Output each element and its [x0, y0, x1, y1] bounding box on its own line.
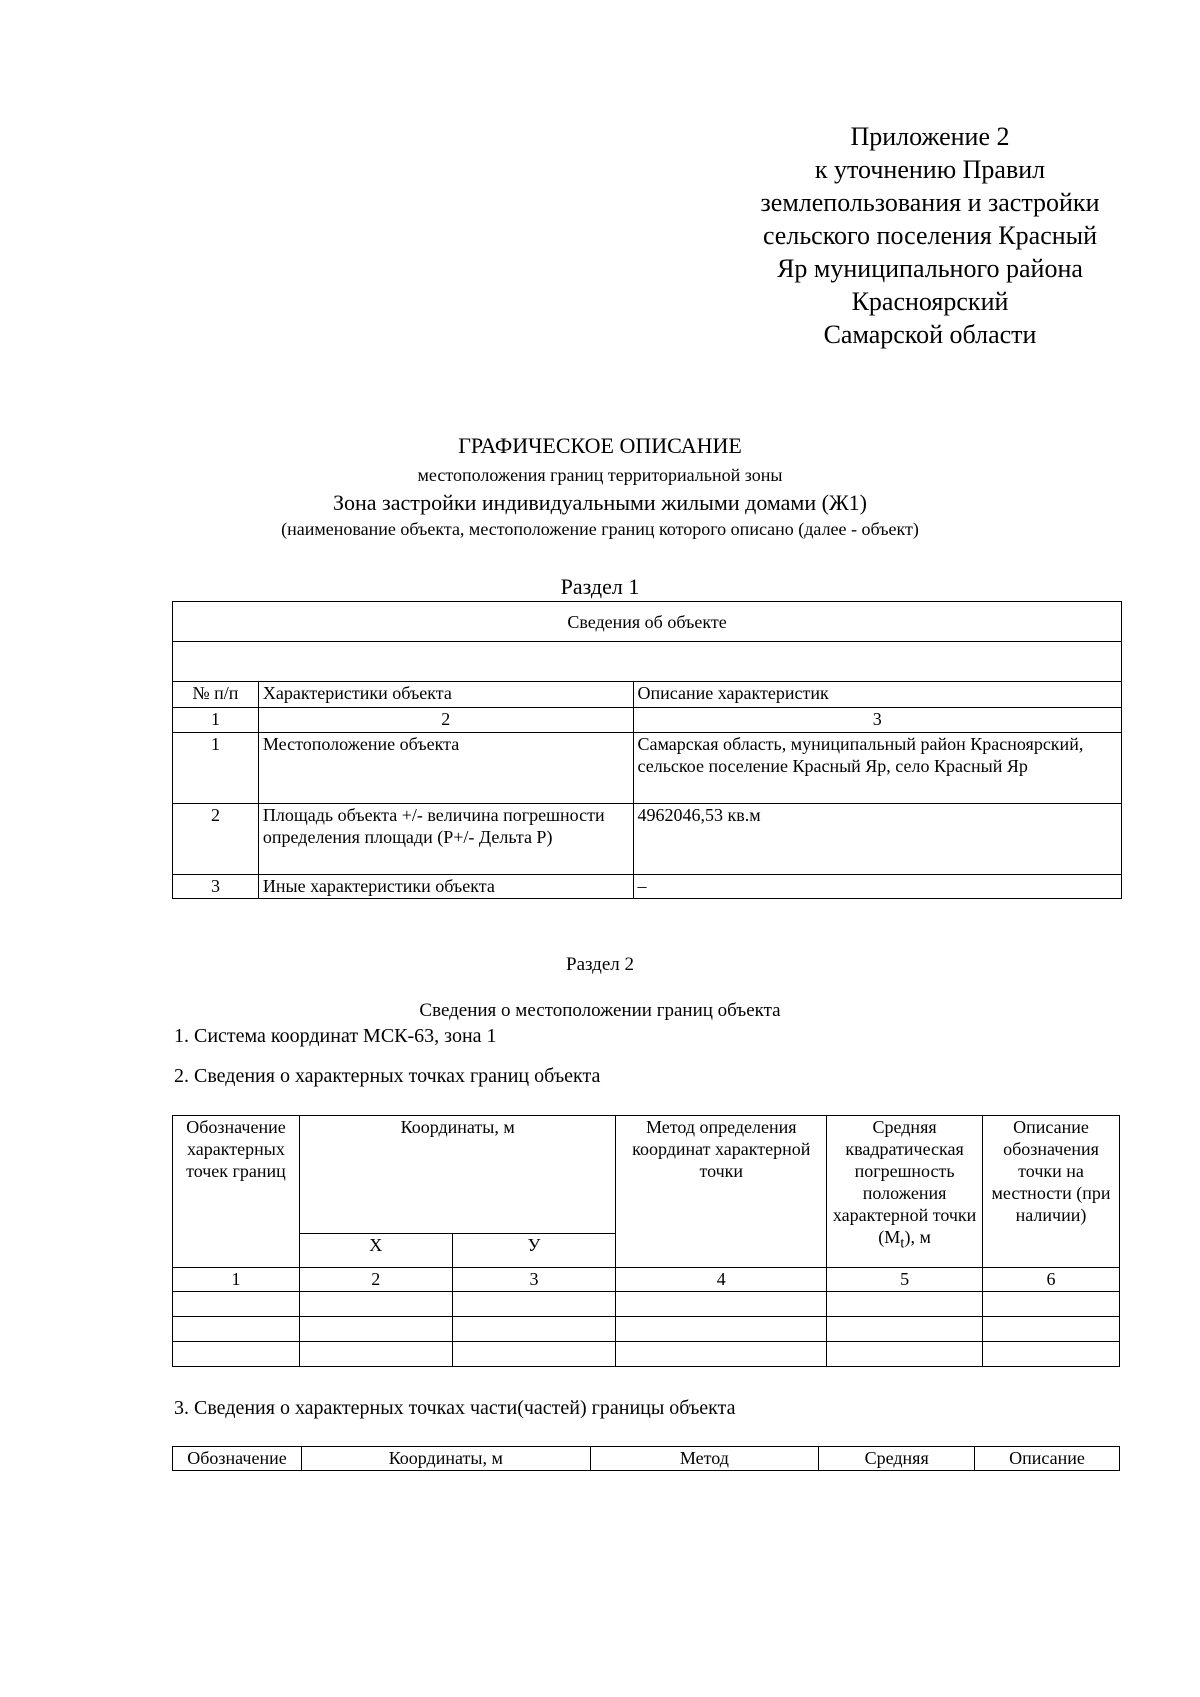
col-number: 2	[258, 708, 633, 733]
col-header-num: № п/п	[173, 682, 259, 708]
header-error: Средняя	[819, 1447, 975, 1471]
header-error-unit: ), м	[904, 1227, 931, 1247]
row-value: 4962046,53 кв.м	[633, 804, 1121, 875]
table-row-empty	[173, 642, 1122, 682]
col-number: 1	[173, 1268, 300, 1292]
document-subtitle: местоположения границ территориальной зоны	[417, 465, 783, 485]
col-number: 4	[616, 1268, 827, 1292]
part-boundary-table	[172, 1446, 1120, 1471]
col-number: 3	[452, 1268, 616, 1292]
coordinate-system: 1. Система координат МСК-63, зона 1	[174, 1025, 497, 1047]
appendix-line: Красноярский	[851, 287, 1009, 316]
section2-title: Раздел 2	[566, 954, 634, 975]
table-row	[173, 804, 1122, 875]
row-num: 1	[173, 733, 259, 804]
header-y: У	[452, 1234, 616, 1268]
header-coordinates: Координаты, м	[301, 1447, 590, 1471]
section2-subtitle: Сведения о местоположении границ объекта	[419, 1000, 781, 1021]
appendix-line: Самарской области	[823, 320, 1037, 349]
table-row	[173, 1317, 1120, 1342]
table-row	[173, 733, 1122, 804]
appendix-line: сельского поселения Красный	[762, 221, 1098, 250]
row-num: 3	[173, 875, 259, 899]
row-value: –	[633, 875, 1121, 899]
header-description: Описание обозначения точки на местности (при наличии)	[983, 1116, 1120, 1268]
col-number: 2	[299, 1268, 452, 1292]
section1-title: Раздел 1	[560, 574, 640, 599]
document-title: ГРАФИЧЕСКОЕ ОПИСАНИЕ	[458, 433, 742, 458]
header-method: Метод определения координат характерной точки	[616, 1116, 827, 1268]
col-number: 1	[173, 708, 259, 733]
header-description: Описание	[975, 1447, 1120, 1471]
appendix-line: Приложение 2	[850, 122, 1010, 151]
header-designation: Обозначение	[173, 1447, 302, 1471]
row-value: Самарская область, муниципальный район Красноярский, сельское поселение Красный Яр, село Красный Яр	[633, 733, 1121, 804]
col-number: 3	[633, 708, 1121, 733]
header-error-subscript: t	[900, 1235, 905, 1252]
header-designation: Обозначение характерных точек границ	[173, 1116, 300, 1268]
row-num: 2	[173, 804, 259, 875]
table-row	[173, 875, 1122, 899]
header-error	[827, 1116, 983, 1268]
col-header-characteristics: Характеристики объекта	[258, 682, 633, 708]
row-name: Площадь объекта +/- величина погрешности определения площади (Р+/- Дельта Р)	[258, 804, 633, 875]
object-note: (наименование объекта, местоположение границ которого описано (далее - объект)	[281, 519, 919, 539]
header-error-text: Средняя квадратическая погрешность положения характерной точки (М	[832, 1117, 977, 1247]
boundary-points-heading: 2. Сведения о характерных точках границ объекта	[174, 1065, 601, 1087]
col-number: 6	[983, 1268, 1120, 1292]
boundary-points-table	[172, 1115, 1120, 1367]
appendix-line: Яр муниципального района	[777, 254, 1083, 283]
table-row	[173, 1342, 1120, 1367]
appendix-heading	[690, 120, 1170, 351]
table-row	[173, 1292, 1120, 1317]
object-name: Зона застройки индивидуальными жилыми домами (Ж1)	[333, 490, 867, 515]
appendix-line: к уточнению Правил	[814, 155, 1046, 184]
appendix-line: землепользования и застройки	[760, 188, 1100, 217]
col-number: 5	[827, 1268, 983, 1292]
part-boundary-heading: 3. Сведения о характерных точках части(частей) границы объекта	[174, 1397, 736, 1419]
table-title: Сведения об объекте	[173, 602, 1122, 642]
row-name: Местоположение объекта	[258, 733, 633, 804]
header-x: Х	[299, 1234, 452, 1268]
col-header-description: Описание характеристик	[633, 682, 1121, 708]
header-coordinates: Координаты, м	[299, 1116, 615, 1234]
header-method: Метод	[590, 1447, 819, 1471]
object-info-table	[172, 601, 1122, 899]
row-name: Иные характеристики объекта	[258, 875, 633, 899]
